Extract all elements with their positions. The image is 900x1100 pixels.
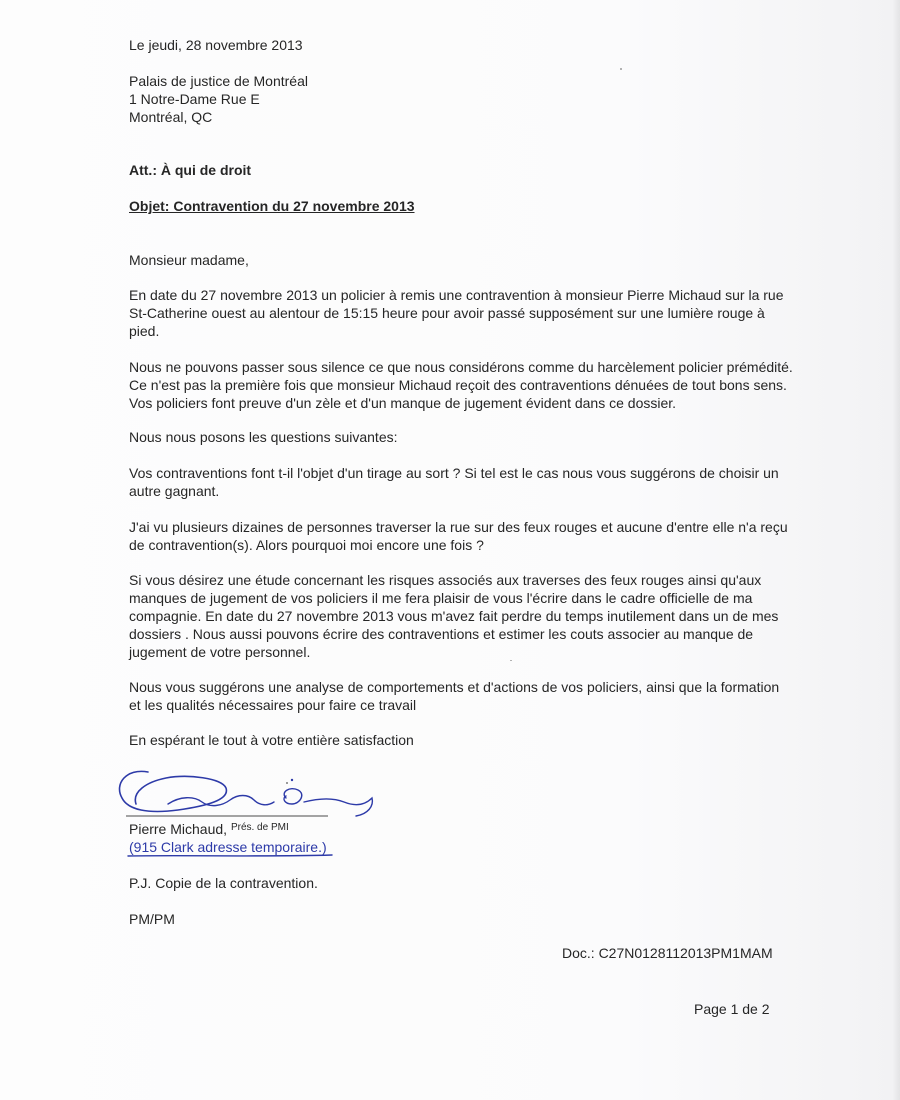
paragraph-1	[129, 286, 789, 340]
closing-text: En espérant le tout à votre entière satisfaction	[129, 732, 414, 748]
paragraph-line: Vos policiers font preuve d'un zèle et d'un manque de jugement évident dans ce dossier.	[129, 395, 677, 411]
enclosure-text: P.J. Copie de la contravention.	[129, 875, 318, 891]
paragraph-line: dossiers . Nous aussi pouvons écrire des contraventions et estimer les couts associer au manque de	[129, 626, 754, 642]
page-number	[694, 1000, 770, 1018]
paragraph-line: St-Catherine ouest au alentour de 15:15 heure pour avoir passé supposément sur une lumière rouge à	[129, 305, 765, 321]
paragraph-line: et les qualités nécessaires pour faire ce travail	[129, 697, 417, 713]
document-reference	[562, 944, 773, 962]
paragraph-line: compagnie. En date du 27 novembre 2013 vous m'avez fait perdre du temps inutilement dans un de mes	[129, 608, 779, 624]
paragraph-line: jugement de votre personnel.	[129, 644, 311, 660]
enclosure-line	[129, 874, 789, 892]
paragraph-2	[129, 358, 793, 412]
date-text: Le jeudi, 28 novembre 2013	[129, 37, 303, 53]
initials-text: PM/PM	[129, 911, 175, 927]
signer-name	[129, 820, 289, 838]
subject-text: Objet: Contravention du 27 novembre 2013	[129, 198, 415, 214]
signature-stroke	[304, 798, 372, 816]
attention-line	[129, 161, 789, 179]
paragraph-line: Ce n'est pas la première fois que monsieur Michaud reçoit des contraventions dénuées de tout bons sens.	[129, 377, 787, 393]
subject-line	[129, 197, 789, 215]
paragraph-line: J'ai vu plusieurs dizaines de personnes traverser la rue sur des feux rouges et aucune d'entre elle n'a reçu	[129, 519, 788, 535]
signature-dot	[291, 779, 293, 781]
paragraph-6	[129, 571, 789, 661]
signer-name-text: Pierre Michaud,	[129, 821, 228, 837]
paragraph-line: Si vous désirez une étude concernant les risques associés aux traverses des feux rouges ainsi qu'aux	[129, 572, 762, 588]
letter-date	[129, 36, 789, 54]
paragraph-3	[129, 428, 789, 446]
paragraph-line: pied.	[129, 323, 160, 339]
initials-line	[129, 910, 789, 928]
scan-speck	[286, 782, 288, 784]
paragraph-line: Nous nous posons les questions suivantes:	[129, 429, 398, 445]
paragraph-line: Nous ne pouvons passer sous silence ce que nous considérons comme du harcèlement policier prémédité.	[129, 359, 793, 375]
salutation	[129, 251, 789, 269]
paragraph-4	[129, 464, 789, 500]
recipient-line-2: 1 Notre-Dame Rue E	[129, 91, 260, 107]
recipient-address	[129, 72, 789, 126]
signer-title: Prés. de PMI	[230, 822, 289, 833]
scan-speck	[620, 68, 622, 70]
signer-address-text: (915 Clark adresse temporaire.)	[129, 839, 327, 855]
salutation-text: Monsieur madame,	[129, 252, 249, 268]
paragraph-7	[129, 678, 789, 714]
paragraph-line: En date du 27 novembre 2013 un policier à remis une contravention à monsieur Pierre Michaud sur la rue	[129, 287, 784, 303]
signature-stroke	[284, 789, 302, 804]
closing	[129, 731, 789, 749]
paragraph-line: Nous vous suggérons une analyse de comportements et d'actions de vos policiers, ainsi que la formation	[129, 679, 780, 695]
paragraph-5	[129, 518, 789, 554]
paragraph-line: Vos contraventions font t-il l'objet d'un tirage au sort ? Si tel est le cas nous vous suggérons de choisir un	[129, 465, 779, 481]
paragraph-line: de contravention(s). Alors pourquoi moi encore une fois ?	[129, 537, 484, 553]
page-number-text: Page 1 de 2	[694, 1001, 770, 1017]
signature-stroke	[168, 796, 274, 806]
pen-underline	[126, 852, 336, 860]
doc-ref-text: Doc.: C27N0128112013PM1MAM	[562, 945, 773, 961]
recipient-line-3: Montréal, QC	[129, 109, 213, 125]
paragraph-line: manques de jugement de vos policiers il me fera plaisir de vous l'écrire dans le cadre officielle de ma	[129, 590, 753, 606]
paragraph-line: autre gagnant.	[129, 483, 220, 499]
recipient-line-1: Palais de justice de Montréal	[129, 73, 308, 89]
scan-speck	[510, 660, 512, 661]
attention-text: Att.: À qui de droit	[129, 162, 252, 178]
